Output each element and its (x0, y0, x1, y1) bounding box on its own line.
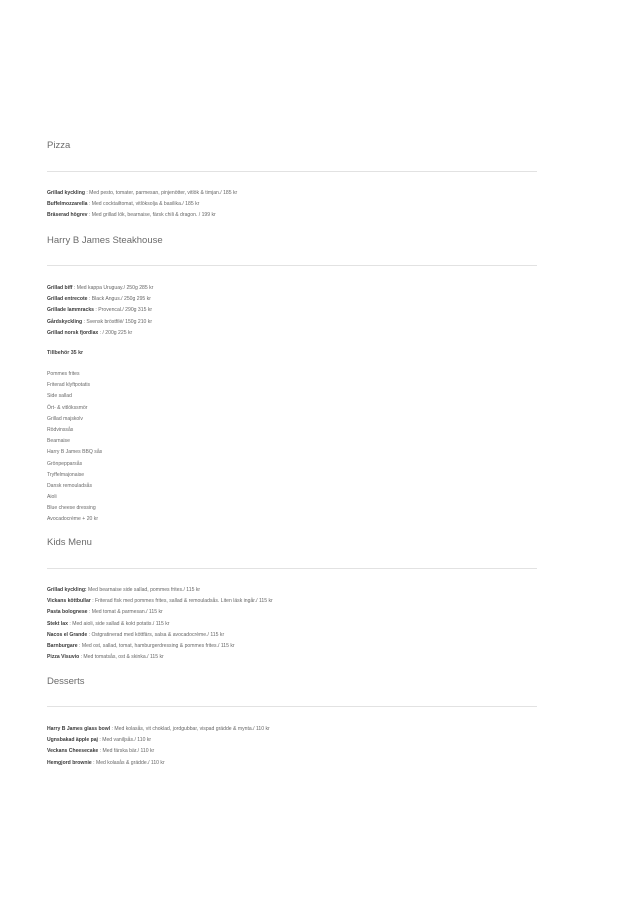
list-item: Tryffelmajonaise (47, 471, 85, 478)
item-description: : Med tomat & parmesan./ 115 kr (87, 609, 163, 616)
item-description: : Ostgratinerad med köttfärs, salsa & avocadocrème./ 115 kr (87, 631, 225, 638)
list-item: Blue cheese dressing (47, 505, 96, 512)
item-description: : Friterad fisk med pommes frites, sallad & remouladsås. Liten läsk ingår./ 115 kr (90, 598, 273, 605)
list-item (47, 596, 273, 607)
list-item: Side sallad (47, 393, 72, 400)
list-item: Grönpepparsås (47, 460, 83, 467)
list-item (47, 317, 153, 328)
item-description: : Svensk bröstfilé/ 150g 210 kr (82, 318, 153, 325)
item-name: Nacos el Grande (47, 631, 88, 638)
item-description: : Med kappa Uruguay./ 250g 285 kr (72, 285, 154, 291)
list-item (47, 758, 270, 769)
item-name: Buffelmozzarella (47, 201, 88, 208)
list-item (47, 283, 153, 294)
item-name: Vickans köttbullar (47, 598, 91, 605)
item-description: : / 200g 225 kr (98, 329, 133, 336)
list-item: Harry B James BBQ sås (47, 449, 103, 456)
item-description: : Med tomatsås, ost & skinka./ 115 kr (79, 654, 164, 661)
list-item: Dansk remouladsås (47, 482, 93, 489)
section-title-kids: Kids Menu (47, 537, 92, 548)
list-item (47, 607, 273, 618)
sides-list (47, 369, 102, 526)
divider (47, 265, 537, 266)
list-item (47, 641, 273, 652)
item-description: : Med kolasås & grädde./ 110 kr (91, 759, 165, 766)
section-title-desserts: Desserts (47, 676, 85, 687)
item-name: Grillad biff (47, 285, 73, 291)
item-name: Veckans Cheesecake (47, 748, 99, 755)
divider (47, 706, 537, 707)
item-name: Ugnsbakad äpple paj (47, 737, 98, 744)
item-name: Grillade lammracks (47, 307, 95, 314)
divider (47, 568, 537, 569)
list-item (47, 294, 153, 305)
list-item: Pommes frites (47, 371, 80, 377)
item-description: Med bearnaise side sallad, pommes frites./ 115 kr (86, 587, 201, 593)
steakhouse-list (47, 283, 153, 339)
section-title-pizza: Pizza (47, 140, 71, 151)
item-description: : Black Angus./ 250g 295 kr (87, 296, 151, 303)
item-name: Pizza Visuvio (47, 654, 80, 661)
item-description: : Med grillad lök, bearnaise, färsk chili & dragon. / 199 kr (87, 212, 216, 219)
list-item: Rödvinssås (47, 426, 74, 433)
item-description: : Med pesto, tomater, parmesan, pinjenötter, vitlök & timjan./ 185 kr (84, 190, 238, 196)
list-item: Friterad klyftpotatis (47, 382, 91, 389)
divider (47, 171, 537, 172)
kids-list (47, 585, 273, 663)
item-description: : Med ost, sallad, tomat, hamburgerdressing & pommes frites./ 115 kr (77, 642, 235, 649)
item-name: Barnburgare (47, 642, 78, 649)
list-item: Bearnaise (47, 438, 70, 445)
item-name: Grillad kyckling (47, 190, 85, 196)
list-item (47, 188, 237, 199)
list-item: Avocadocrème + 20 kr (47, 516, 99, 523)
list-item (47, 735, 270, 746)
list-item (47, 305, 153, 316)
item-name: Bräserad högrev (47, 212, 88, 219)
item-name: Stekt lax (47, 620, 68, 627)
list-item (47, 199, 237, 210)
item-description: : Med färska bär./ 110 kr (98, 748, 155, 755)
item-name: Grillad kyckling: (47, 587, 87, 593)
item-name: Gårdskyckling (47, 318, 83, 325)
item-description: : Provencal./ 290g 315 kr (94, 307, 153, 314)
item-name: Grillad norsk fjordlax (47, 329, 99, 336)
list-item (47, 652, 273, 663)
list-item: Grillad majskolv (47, 415, 83, 422)
item-description: : Med kolasås, vit choklad, jordgubbar, vispad grädde & mynta./ 110 kr (110, 726, 270, 732)
item-name: Harry B James glass bowl (47, 726, 111, 732)
item-name: Hemgjord brownie (47, 759, 92, 766)
list-item (47, 630, 273, 641)
list-item (47, 619, 273, 630)
desserts-list (47, 724, 270, 769)
list-item (47, 210, 237, 221)
list-item: Aioli (47, 494, 57, 501)
section-title-steakhouse: Harry B James Steakhouse (47, 235, 163, 246)
item-description: : Med cocktailtomat, vitlöksolja & basilika./ 185 kr (87, 201, 200, 208)
list-item (47, 328, 153, 339)
pizza-list (47, 188, 237, 222)
item-name: Grillad entrecote (47, 296, 88, 303)
item-description: : Med vaniljsås./ 110 kr (97, 737, 152, 744)
item-description: : Med aioli, side sallad & kokt potatis./ 115 kr (67, 620, 170, 627)
sides-title: Tillbehör 35 kr (47, 350, 84, 356)
list-item (47, 585, 273, 596)
item-name: Pasta bolognese (47, 609, 88, 616)
list-item (47, 746, 270, 757)
list-item: Ört- & vitlökssmör (47, 404, 88, 411)
list-item (47, 724, 270, 735)
